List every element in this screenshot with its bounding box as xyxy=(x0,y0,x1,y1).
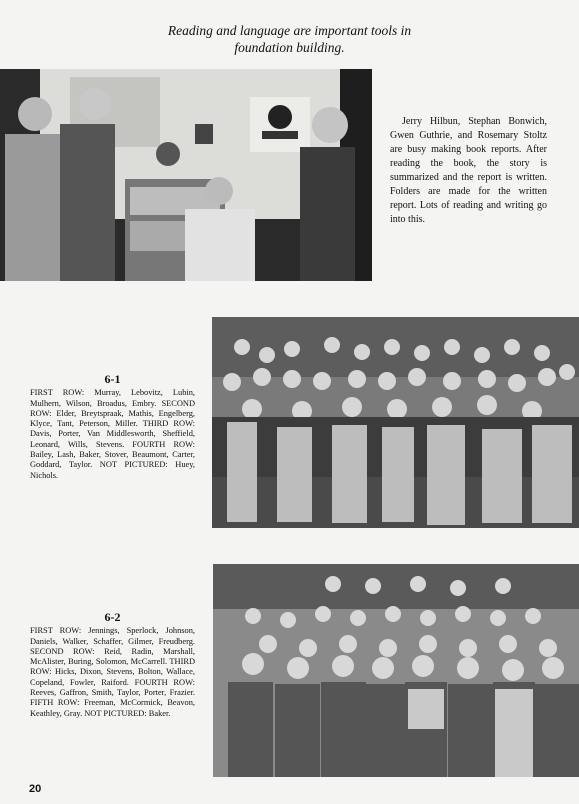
header-line-1: Reading and language are important tools in xyxy=(167,23,412,38)
classroom-reading-photo xyxy=(0,69,372,281)
class-6-2-title: 6-2 xyxy=(104,610,121,624)
header-line-2: foundation building. xyxy=(234,40,345,55)
photo-caption xyxy=(390,115,547,227)
class-6-2-names: FIRST ROW: Jennings, Sperlock, Johnson, Daniels, Walker, Schaffer, Gilmer, Freudberg. SECOND ROW: Reid, Radin, Marshall, McAlister, Buring, Solomon, McCarrell. THIRD ROW: Hicks, Dixon, Stevens, Bolton, Wallace, Copeland, Fowler, Raiford. FOURTH ROW: Reeves, Gaffron, Smith, Taylor, Porter, Frazier. FIFTH ROW: Freeman, McCormick, Beavon, Keathley, Gray. NOT PICTURED: Baker. xyxy=(30,626,195,718)
class-6-2-group-photo xyxy=(213,564,579,777)
class-6-1-group-photo xyxy=(212,317,579,528)
page-header xyxy=(0,22,579,56)
page-number: 20 xyxy=(29,783,42,795)
class-6-1-names: FIRST ROW: Murray, Lebovitz, Lubin, Mulhern, Wilson, Broadus, Embry. SECOND ROW: Elder, Breytspraak, Mathis, Engelberg, Klyce, Tant, Peterson, Miller. THIRD ROW: Davis, Porter, Van Middlesworth, Sheffield, Leonard, Wills, Stevens. FOURTH ROW: Bailey, Lash, Baker, Stover, Beaumont, Carter, Goddard, Taylor. NOT PICTURED: Huey, Nichols. xyxy=(30,388,195,480)
caption-text: Jerry Hilbun, Stephan Bonwich, Gwen Guthrie, and Rosemary Stoltz are busy making book reports. After reading the book, the story is summarized and the report is written. Folders are made for the written report. Lots of reading and writing go into this. xyxy=(390,116,547,225)
class-6-2-roster xyxy=(30,612,195,719)
class-6-1-roster xyxy=(30,374,195,481)
class-6-1-title: 6-1 xyxy=(104,372,121,386)
